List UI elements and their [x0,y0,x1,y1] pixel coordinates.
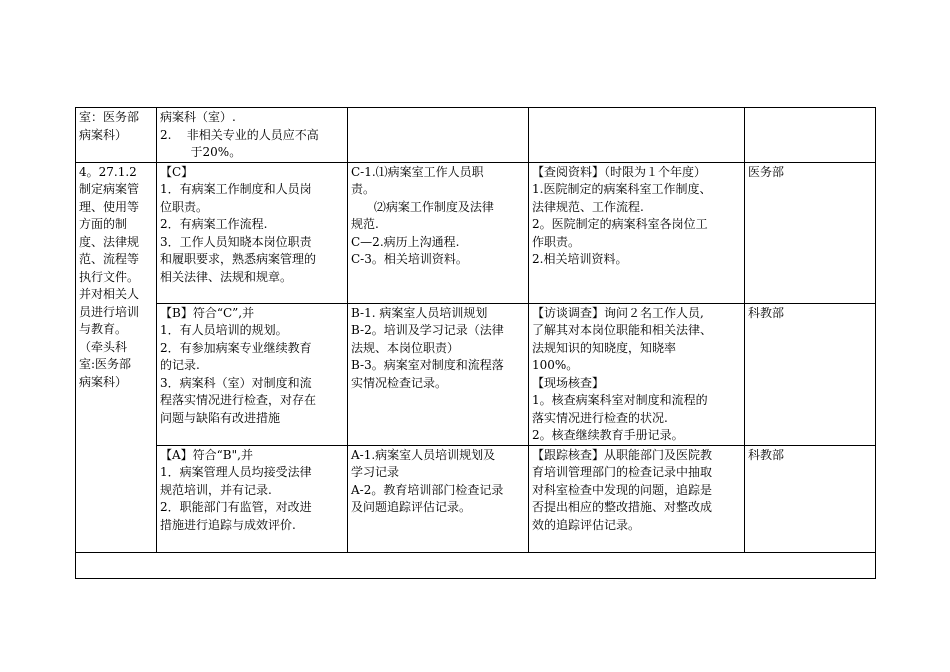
text-line: A-2。教育培训部门检查记录 [351,482,504,497]
text-line: C-3。相关培训资料。 [351,252,468,266]
text-line: 病案科） [79,374,128,389]
text-line: 执行文件。 [79,269,140,284]
cell-owner-c [745,162,876,303]
cell-standard-continued [157,108,348,163]
text-line: ⑵病案工作制度及法律 [351,199,494,214]
text-line: 【访谈调查】询问２名工作人员, [532,305,704,320]
text-line: 法规、本岗位职责） [351,340,460,355]
text-line: 员进行培训 [79,304,140,319]
cell-method-c [529,162,745,303]
owner-label: 科教部 [748,447,785,462]
cell-evidence-b [348,303,529,445]
text-line: 规范. [351,217,379,231]
text-line: 相关法律、法规和规章。 [160,269,293,284]
standards-table [75,107,876,579]
text-line: 了解其对本岗位职能和相关法律、 [532,323,713,337]
text-line: 1．病案管理人员均接受法律 [160,465,312,479]
cell-owner-b [745,303,876,445]
text-line: 学习记录 [351,465,400,479]
text-line: 法律规范、工作流程. [532,199,644,214]
cell-evidence-a [348,445,529,552]
text-line: B-2。培训及学习记录（法律 [351,323,504,337]
text-line: 【现场核查】 [532,375,605,390]
text-line: 1．有病案工作制度和人员岗 [160,182,312,196]
text-line: C—2.病历上沟通程. [351,234,460,249]
text-line: 【A】符合“B",并 [160,447,253,462]
document-page [75,107,875,579]
owner-label: 医务部 [748,164,785,179]
text-line: 2。核查继续教育手册记录。 [532,428,684,442]
text-line: 2.相关培训资料。 [532,252,628,266]
cell-standard-b [157,303,348,445]
text-line: 落实情况进行检查的状况. [532,410,668,425]
text-line: 责。 [351,182,376,196]
text-line: 程落实情况进行检查，对存在 [160,393,317,407]
text-line: 范、流程等 [79,252,140,266]
cell-method-b [529,303,745,445]
text-line: 室:医务部 [79,357,132,371]
text-line: 2．有参加病案专业继续教育 [160,340,312,355]
cell-method-continued [529,108,745,163]
cell-owner-continued [745,108,876,163]
text-line: 对科室检查中发现的问题，追踪是 [532,482,713,497]
owner-label: 科教部 [748,305,785,320]
text-line: 规范培训，并有记录. [160,482,272,497]
text-line: 于20%。 [160,145,242,159]
text-line: 2．有病案工作流程. [160,217,268,231]
text-line: 【B】符合“C”,并 [160,305,255,320]
text-line: 方面的制 [79,217,128,231]
text-line: 作职责。 [532,234,581,249]
cell-empty-footer [76,552,876,578]
cell-evidence-c [348,162,529,303]
text-line: 育培训管理部门的检查记录中抽取 [532,465,713,479]
text-line: 【C】 [160,164,194,179]
text-line: 实情况检查记录。 [351,375,448,390]
text-line: 问题与缺陷有改进措施 [160,410,281,425]
text-line: B-3。病案室对制度和流程落 [351,358,504,372]
text-line: 和履职要求，熟悉病案管理的 [160,252,317,266]
text-line: 与教育。 [79,322,128,336]
text-line: 否提出相应的整改措施、对整改成 [532,500,713,514]
text-line: 病案科） [79,127,128,142]
text-line: 措施进行追踪与成效评价. [160,517,296,532]
cell-standard-a [157,445,348,552]
table-row-continued [76,108,876,163]
text-line: 2．职能部门有监管，对改进 [160,500,312,514]
text-line: 1.医院制定的病案科室工作制度、 [532,182,712,196]
text-line: 【跟踪核查】从职能部门及医院教 [532,447,713,462]
text-line: 并对相关人 [79,287,140,301]
text-line: B-1. 病案室人员培训规划 [351,305,488,320]
text-line: C-1.⑴病案室工作人员职 [351,164,484,179]
text-line: 法规知识的知晓度，知晓率 [532,340,677,355]
text-line: 理、使用等 [79,199,140,214]
cell-evidence-continued [348,108,529,163]
text-line: 及问题追踪评估记录。 [351,500,472,514]
cell-standard-c [157,162,348,303]
table-row-grade-c [76,162,876,303]
text-line: 3．工作人员知晓本岗位职责 [160,234,312,249]
text-line: （牵头科 [79,339,128,354]
text-line: 【查阅资料】（时限为１个年度） [532,164,707,179]
text-line: 制定病案管 [79,182,140,196]
table-row-grade-a [76,445,876,552]
cell-owner-a [745,445,876,552]
table-row-grade-b [76,303,876,445]
text-line: 病案科（室）. [160,110,236,124]
text-line: 效的追踪评估记录。 [532,517,641,532]
cell-method-a [529,445,745,552]
cell-item-title [76,162,157,552]
text-line: 位职责。 [160,199,209,214]
text-line: 2. 非相关专业的人员应不高 [160,127,319,142]
text-line: 100%。 [532,358,579,372]
text-line: 1。核查病案科室对制度和流程的 [532,393,708,407]
text-line: 的记录. [160,358,200,372]
cell-dept-continued [76,108,157,163]
text-line: A-1.病案室人员培训规划及 [351,447,496,462]
text-line: 室：医务部 [79,110,140,124]
text-line: 4。27.1.2 [79,164,137,179]
text-line: 3．病案科（室）对制度和流 [160,375,312,390]
text-line: 2。医院制定的病案科室各岗位工 [532,217,708,231]
table-row-empty [76,552,876,578]
text-line: 度、法律规 [79,234,140,249]
text-line: 1．有人员培训的规划。 [160,323,288,337]
